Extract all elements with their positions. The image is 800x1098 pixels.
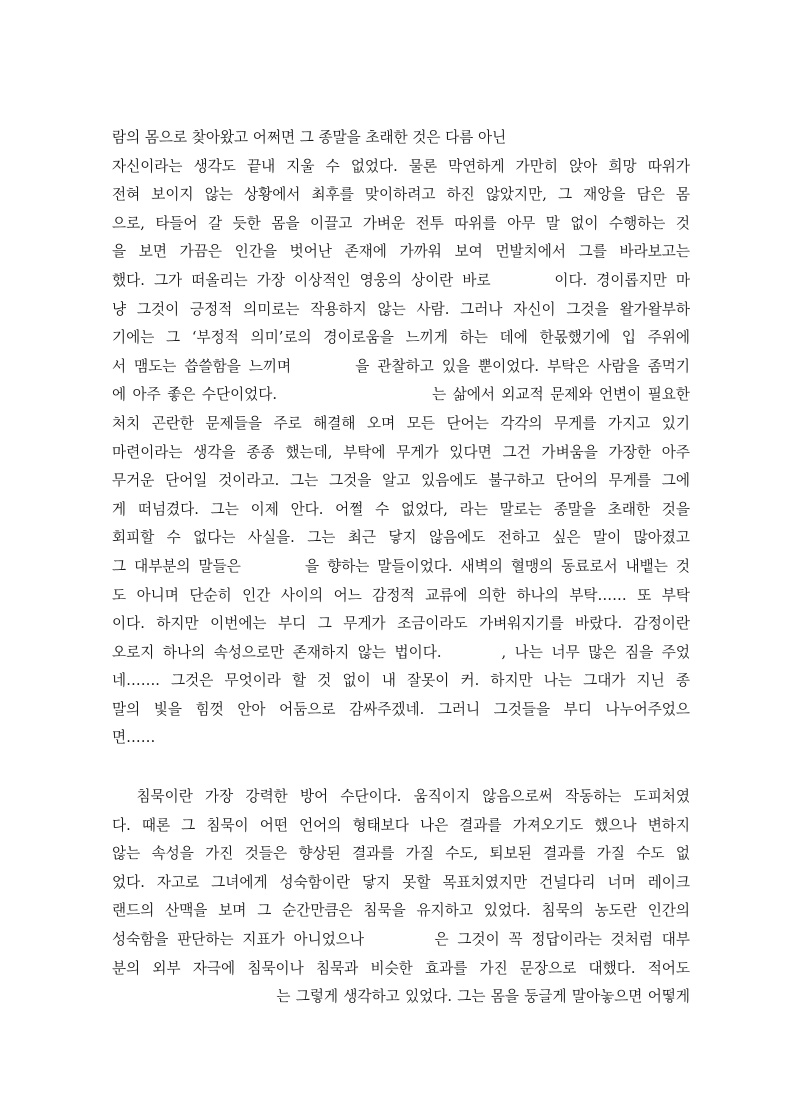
document-page — [112, 124, 690, 1012]
text-line: 침묵이란 가장 강력한 방어 수단이다. 움직이지 않음으로써 작동하는 도피처였 — [112, 788, 690, 806]
text-line: 을 보면 가끔은 인간을 벗어난 존재에 가까워 보여 먼발치에서 그를 바라보고는 — [112, 243, 690, 261]
text-line: 성숙함을 판단하는 지표가 아니었으나 은 그것이 꼭 정답이라는 것처럼 대부 — [112, 931, 690, 949]
text-line: 마련이라는 생각을 종종 했는데, 부탁에 무게가 있다면 그건 가벼움을 가장한 아주 — [112, 443, 690, 461]
paragraph — [112, 124, 690, 753]
text-line: 무거운 단어일 것이라고. 그는 그것을 알고 있음에도 불구하고 단어의 무게를 그에 — [112, 472, 690, 490]
text-line: 다. 때론 그 침묵이 어떤 언어의 형태보다 나은 결과를 가져오기도 했으나 변하지 — [112, 816, 690, 834]
text-line: 냥 그것이 긍정적 의미로는 작용하지 않는 사람. 그러나 자신이 그것을 왈가왈부하 — [112, 300, 690, 318]
text-line: 으로, 타들어 갈 듯한 몸을 이끌고 가벼운 전투 따위를 아무 말 없이 수행하는 것 — [112, 214, 690, 232]
text-line: 었다. 자고로 그녀에게 성숙함이란 닿지 못할 목표치였지만 건널다리 너머 레이크 — [112, 873, 690, 891]
text-line: 랜드의 산맥을 보며 그 순간만큼은 침묵을 유지하고 있었다. 침묵의 농도란 인간의 — [112, 902, 690, 920]
text-line: 자신이라는 생각도 끝내 지울 수 없었다. 물론 막연하게 가만히 앉아 희망 따위가 — [112, 157, 690, 175]
text-line: 회피할 수 없다는 사실을. 그는 최근 닿지 않음에도 전하고 싶은 말이 많아졌고 — [112, 529, 690, 547]
text-line: 서 맴도는 씁쓸함을 느끼며 을 관찰하고 있을 뿐이었다. 부탁은 사람을 좀먹기 — [112, 357, 690, 375]
text-line: 면…… — [112, 729, 156, 747]
paragraph — [112, 783, 690, 1012]
text-line: 오로지 하나의 속성으로만 존재하지 않는 법이다. , 나는 너무 많은 짐을 주었 — [112, 643, 690, 661]
text-line: 그 대부분의 말들은 을 향하는 말들이었다. 새벽의 혈맹의 동료로서 내뱉는 것 — [112, 557, 690, 575]
text-line: 게 떠넘겼다. 그는 이제 안다. 어쩔 수 없었다, 라는 말로는 종말을 초래한 것을 — [112, 500, 690, 518]
text-line: 전혀 보이지 않는 상황에서 최후를 맞이하려고 하진 않았지만, 그 재앙을 담은 몸 — [112, 186, 690, 204]
text-line: 말의 빛을 힘껏 안아 어둠으로 감싸주겠네. 그러니 그것들을 부디 나누어주었으 — [112, 700, 690, 718]
text-line: 는 그렇게 생각하고 있었다. 그는 몸을 둥글게 말아놓으면 어떻게 — [112, 988, 690, 1006]
text-line: 않는 속성을 가진 것들은 향상된 결과를 가질 수도, 퇴보된 결과를 가질 수도 없 — [112, 845, 690, 863]
paragraph-gap — [112, 753, 690, 783]
text-line: 분의 외부 자극에 침묵이나 침묵과 비슷한 효과를 가진 문장으로 대했다. 적어도 — [112, 959, 690, 977]
text-line: 도 아니며 단순히 인간 사이의 어느 감정적 교류에 의한 하나의 부탁…… 또 부탁 — [112, 586, 690, 604]
text-line: 했다. 그가 떠올리는 가장 이상적인 영웅의 상이란 바로 이다. 경이롭지만 마 — [112, 271, 690, 289]
text-line: 기에는 그 ‘부정적 의미’로의 경이로움을 느끼게 하는 데에 한몫했기에 입 주위에 — [112, 329, 690, 347]
text-line: 람의 몸으로 찾아왔고 어쩌면 그 종말을 초래한 것은 다름 아닌 — [112, 129, 507, 146]
text-line: 처치 곤란한 문제들을 주로 해결해 오며 모든 단어는 각각의 무게를 가지고 있기 — [112, 414, 690, 432]
text-line: 에 아주 좋은 수단이었다. 는 삶에서 외교적 문제와 언변이 필요한 — [112, 386, 690, 404]
text-line: 네……. 그것은 무엇이라 할 것 없이 내 잘못이 커. 하지만 나는 그대가 지닌 종 — [112, 672, 690, 690]
text-line: 이다. 하지만 이번에는 부디 그 무게가 조금이라도 가벼워지기를 바랐다. 감정이란 — [112, 615, 690, 633]
